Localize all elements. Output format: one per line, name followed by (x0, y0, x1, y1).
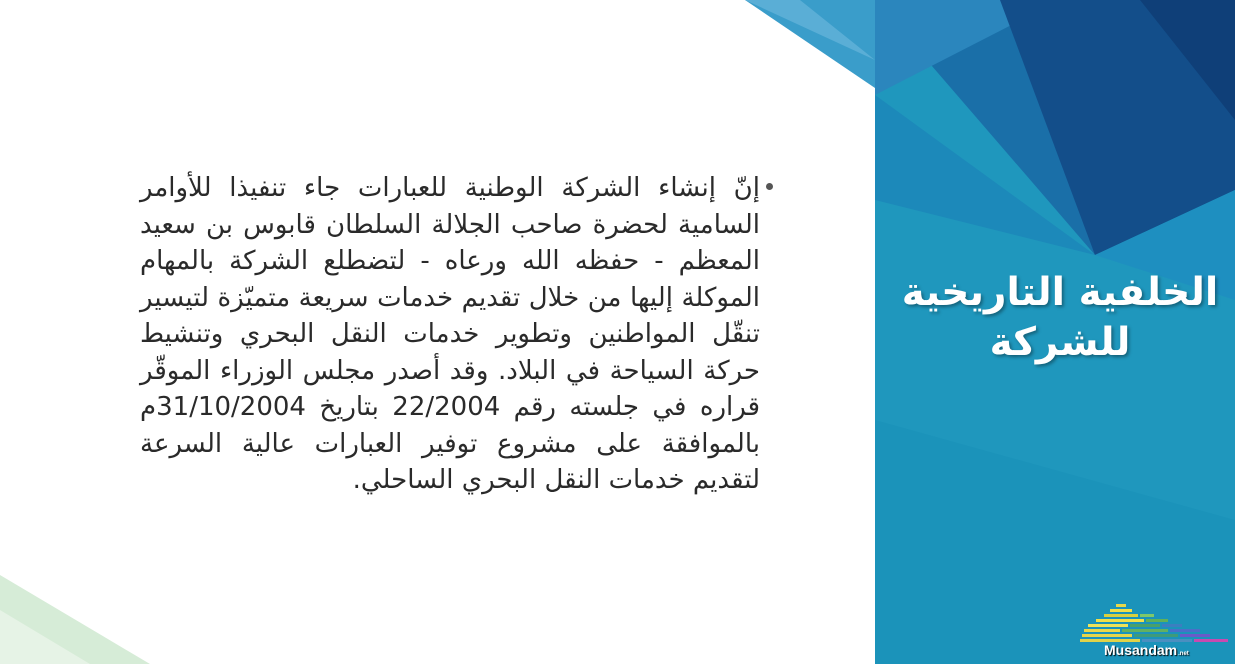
watermark-suffix: .net (1178, 651, 1189, 657)
slide-body-paragraph: إنّ إنشاء الشركة الوطنية للعبارات جاء تنفيذا للأوامر السامية لحضرة صاحب الجلالة السلطان قابوس بن سعيد المعظم - حفظه الله ورعاه - لتضطلع الشركة بالمهام الموكلة إليها من خلال تقديم خدمات سريعة متميّزة لتيسير تنقّل المواطنين وتطوير خدمات النقل البحري وتنشيط حركة السياحة في البلاد. وقد أصدر مجلس الوزراء الموقّر قراره في جلسته رقم 22/2004 بتاريخ 31/10/2004م بالموافقة على مشروع توفير العبارات عالية السرعة لتقديم خدمات النقل البحري الساحلي. (140, 173, 761, 495)
title-line-1: الخلفية التاريخية (901, 270, 1219, 315)
watermark-text (1104, 642, 1189, 658)
title-line-2: للشركة (989, 320, 1131, 365)
bullet-icon (766, 183, 773, 190)
watermark-name: Musandam (1104, 642, 1178, 658)
slide-title (885, 268, 1235, 368)
